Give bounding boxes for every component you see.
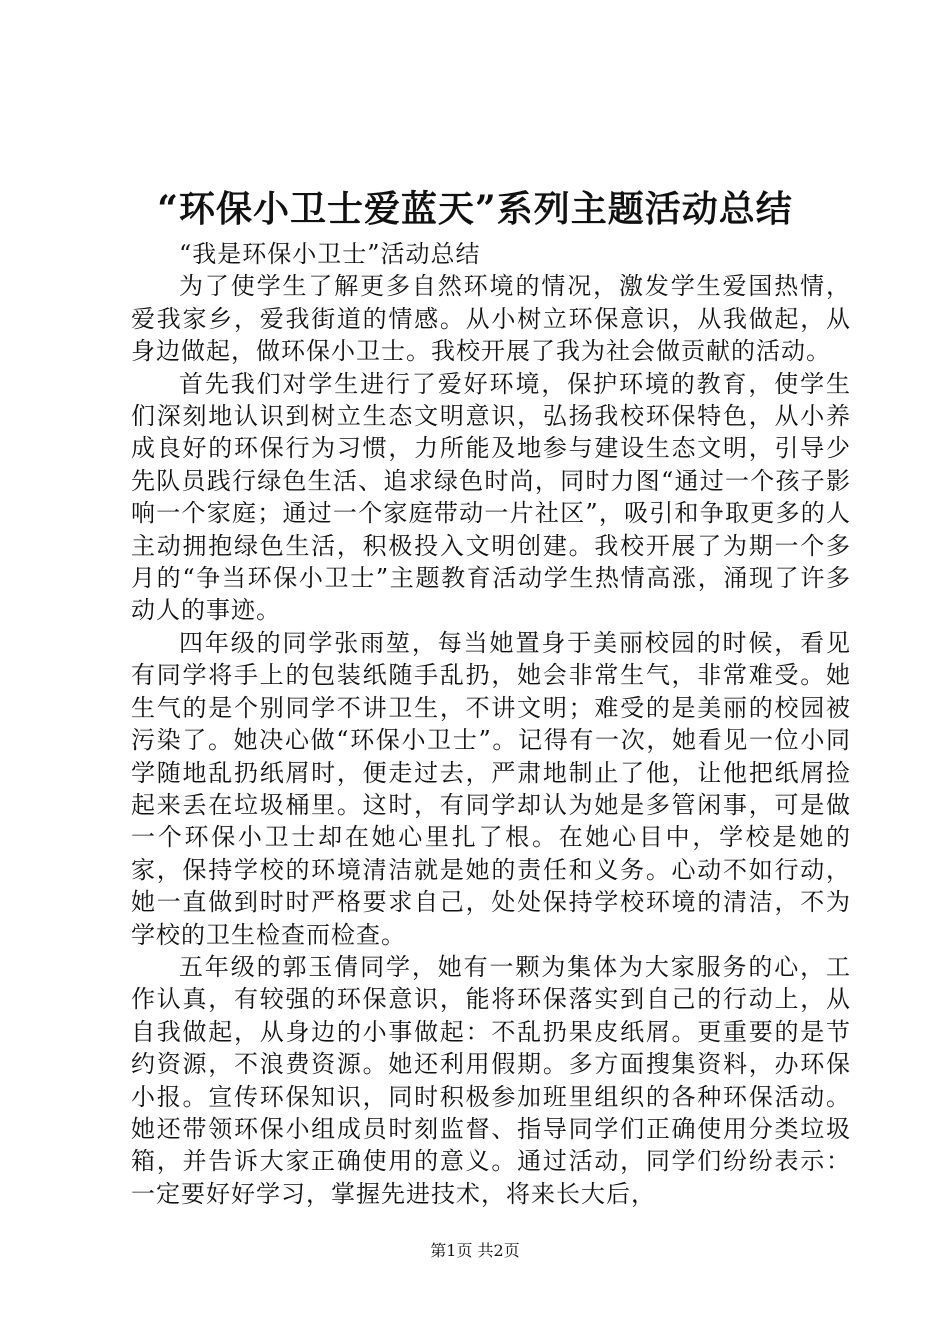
document-body: [131, 238, 851, 1210]
page-number-footer: 第1页 共2页: [430, 1241, 520, 1260]
paragraph-grade-four-student: 四年级的同学张雨堃，每当她置身于美丽校园的时候，看见有同学将手上的包装纸随手乱扔，她会非常生气，非常难受。她生气的是个别同学不讲卫生，不讲文明；难受的是美丽的校园被污染了。她决心做“环保小卫士”。记得有一次，她看见一位小同学随地乱扔纸屑时，便走过去，严肃地制止了他，让他把纸屑捡起来丢在垃圾桶里。这时，有同学却认为她是多管闲事，可是做一个环保小卫士却在她心里扎了根。在她心目中，学校是她的家，保持学校的环境清洁就是她的责任和义务。心动不如行动，她一直做到时时严格要求自己，处处保持学校环境的清洁，不为学校的卫生检查而检查。: [131, 628, 851, 949]
paragraph-intro: 为了使学生了解更多自然环境的情况，激发学生爱国热情，爱我家乡，爱我街道的情感。从小树立环保意识，从我做起，从身边做起，做环保小卫士。我校开展了我为社会做贡献的活动。: [131, 272, 851, 366]
paragraph-grade-five-student: 五年级的郭玉倩同学，她有一颗为集体为大家服务的心，工作认真，有较强的环保意识，能将环保落实到自己的行动上，从自我做起，从身边的小事做起：不乱扔果皮纸屑。更重要的是节约资源，不浪费资源。她还利用假期。多方面搜集资料，办环保小报。宣传环保知识，同时积极参加班里组织的各种环保活动。她还带领环保小组成员时刻监督、指导同学们正确使用分类垃圾箱，并告诉大家正确使用的意义。通过活动，同学们纷纷表示：一定要好好学习，掌握先进技术，将来长大后，: [131, 952, 851, 1208]
paragraph-education: 首先我们对学生进行了爱好环境，保护环境的教育，使学生们深刻地认识到树立生态文明意识，弘扬我校环保特色，从小养成良好的环保行为习惯，力所能及地参与建设生态文明，引导少先队员践行绿色生活、追求绿色时尚，同时力图“通过一个孩子影响一个家庭；通过一个家庭带动一片社区”，吸引和争取更多的人主动拥抱绿色生活，积极投入文明创建。我校开展了为期一个多月的“争当环保小卫士”主题教育活动学生热情高涨，涌现了许多动人的事迹。: [131, 369, 851, 625]
document-subtitle: “我是环保小卫士”活动总结: [179, 240, 481, 268]
document-title: “环保小卫士爱蓝天”系列主题活动总结: [157, 188, 793, 230]
